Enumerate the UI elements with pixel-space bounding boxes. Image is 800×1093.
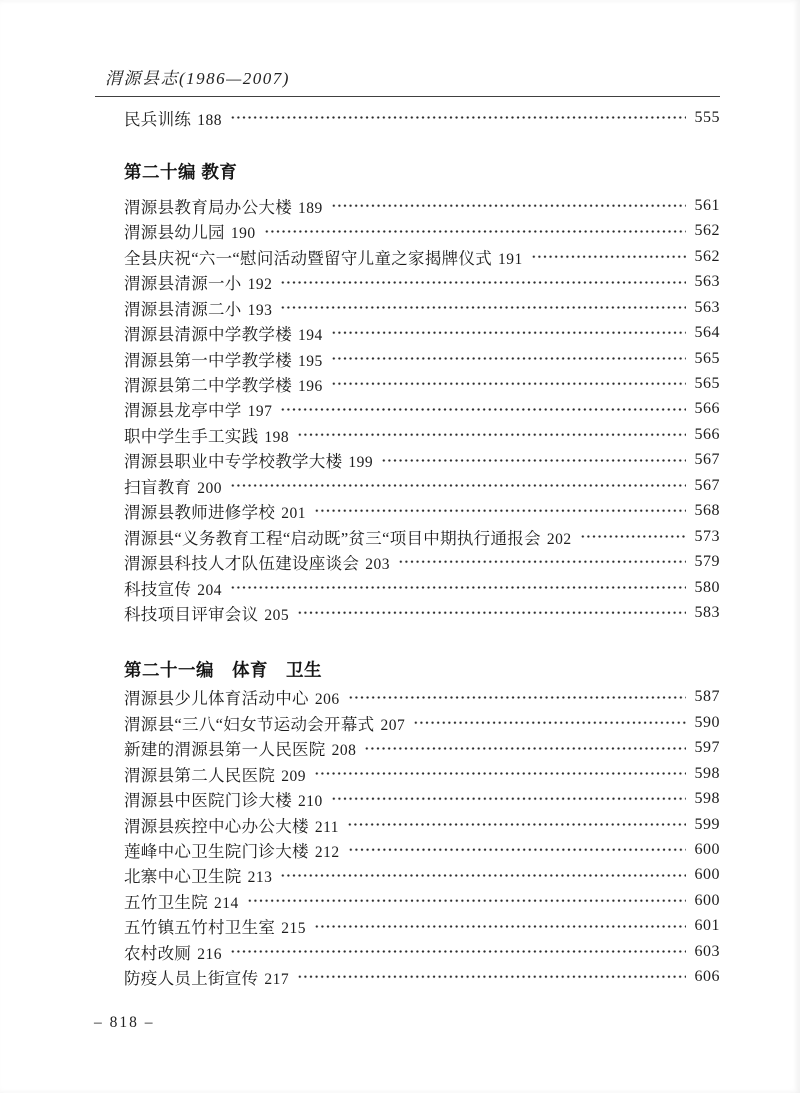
entry-title-text: 农村改厕: [124, 943, 192, 963]
toc-entry-row: [124, 498, 720, 523]
entry-title: [124, 321, 323, 345]
toc-entry-row: [124, 422, 720, 447]
toc-entry-row: [124, 736, 720, 761]
entry-title: [124, 787, 323, 811]
entry-title-text: 渭源县疾控中心办公大楼: [124, 816, 309, 836]
entry-page-number: 583: [694, 603, 720, 621]
entry-title: [124, 525, 572, 549]
toc-entry-row: [124, 219, 720, 244]
entry-title: [124, 889, 239, 913]
entry-title-text: 防疫人员上街宣传: [124, 969, 259, 989]
entry-page-number: 563: [694, 273, 720, 291]
entry-title-text: 渭源县龙亭中学: [124, 401, 242, 421]
toc-entry-row: [124, 549, 720, 574]
dot-leader: [531, 244, 686, 269]
entry-title-text: 五竹卫生院: [124, 892, 208, 912]
toc-entry-row: [124, 812, 720, 837]
entry-title-text: 职中学生手工实践: [124, 426, 259, 446]
entry-title: [124, 838, 340, 862]
entry-figure-number: 192: [247, 276, 273, 294]
entry-title-text: 渭源县“义务教育工程“启动既”贫三“项目中期执行通报会: [124, 528, 541, 548]
entry-title: [124, 397, 272, 421]
entry-figure-number: 203: [365, 556, 390, 574]
entry-page-number: 563: [694, 298, 720, 316]
entry-title-text: 科技宣传: [124, 579, 192, 599]
dot-leader: [314, 498, 686, 523]
entry-title-text: 渭源县第二人民医院: [124, 765, 276, 785]
entry-figure-number: 202: [546, 530, 572, 548]
entry-title: [124, 711, 405, 735]
dot-leader: [297, 600, 686, 625]
entry-title: [124, 448, 373, 472]
entry-title-text: 渭源县幼儿园: [124, 223, 225, 243]
entry-title: [124, 965, 289, 989]
entry-page-number: 555: [694, 108, 720, 126]
entry-figure-number: 190: [230, 225, 256, 243]
toc-entry-row: [124, 761, 720, 786]
dot-leader: [331, 786, 686, 811]
dot-leader: [331, 371, 686, 396]
toc-entry-row: [124, 371, 720, 396]
dot-leader: [264, 219, 686, 244]
entry-page-number: 564: [694, 324, 720, 342]
entry-figure-number: 197: [247, 403, 273, 421]
entry-page-number: 600: [694, 841, 720, 859]
entry-page-number: 573: [694, 527, 720, 545]
toc-entry-row: [124, 914, 720, 939]
entry-figure-number: 209: [281, 767, 306, 785]
dot-leader: [230, 575, 686, 600]
entry-page-number: 580: [694, 578, 720, 596]
dot-leader: [314, 914, 686, 939]
toc-entry-row: [124, 600, 720, 625]
entry-page-number: 568: [694, 502, 720, 520]
entry-title: [124, 423, 289, 447]
entry-title-text: 北寨中心卫生院: [124, 867, 242, 887]
toc-entries-sports-health: [124, 685, 720, 990]
toc-entry-row: [124, 448, 720, 473]
entry-page-number: 566: [694, 425, 720, 443]
entry-title-text: 扫盲教育: [124, 477, 192, 497]
entry-title: [124, 601, 289, 625]
entry-page-number: 598: [694, 764, 720, 782]
toc-entry-row: [124, 320, 720, 345]
entry-page-number: 561: [694, 196, 720, 214]
page-folio: – 818 –: [94, 1013, 155, 1031]
toc-entry-row: [124, 888, 720, 913]
entry-title-text: 渭源县第一中学教学楼: [124, 350, 292, 370]
dot-leader: [381, 448, 686, 473]
entry-page-number: 603: [694, 942, 720, 960]
toc-entry-row: [124, 397, 720, 422]
entry-title-text: 渭源县清源一小: [124, 274, 242, 294]
entry-figure-number: 208: [331, 742, 357, 760]
entry-figure-number: 199: [348, 454, 374, 472]
toc-entry-row: [124, 964, 720, 989]
dot-leader: [297, 422, 686, 447]
entry-figure-number: 193: [247, 301, 273, 319]
book-title: 渭源县志(1986—2007): [105, 69, 290, 88]
toc-entry-row: [124, 710, 720, 735]
entry-title: [124, 296, 272, 320]
entry-title: [124, 219, 256, 243]
entry-title-text: 新建的渭源县第一人民医院: [124, 740, 326, 760]
entry-page-number: 600: [694, 866, 720, 884]
entry-title-text: 民兵训练: [124, 109, 192, 129]
toc-entry-row: [124, 346, 720, 371]
entry-figure-number: 216: [197, 945, 222, 963]
dot-leader: [398, 549, 686, 574]
entry-page-number: 601: [694, 917, 720, 935]
dot-leader: [331, 320, 686, 345]
entry-page-number: 600: [694, 891, 720, 909]
entry-title: [124, 194, 323, 218]
entry-figure-number: 188: [197, 111, 222, 129]
dot-leader: [331, 346, 686, 371]
entry-title: [124, 550, 390, 574]
dot-leader: [580, 524, 686, 549]
entry-figure-number: 189: [298, 199, 323, 217]
dot-leader: [347, 812, 686, 837]
running-header: [95, 0, 720, 97]
entry-page-number: 597: [694, 739, 720, 757]
entry-figure-number: 215: [281, 920, 306, 938]
toc-entry-row: [124, 244, 720, 269]
toc-entries-education: [124, 193, 720, 625]
entry-title-text: 渭源县中医院门诊大楼: [124, 791, 292, 811]
entry-page-number: 599: [694, 815, 720, 833]
entry-title-text: 渭源县职业中专学校教学大楼: [124, 452, 343, 472]
entry-page-number: 562: [694, 247, 720, 265]
entry-page-number: 565: [694, 349, 720, 367]
entry-title-text: 渭源县科技人才队伍建设座谈会: [124, 554, 360, 574]
entry-page-number: 598: [694, 790, 720, 808]
entry-figure-number: 196: [298, 378, 323, 396]
entry-title: [124, 685, 340, 709]
entry-page-number: 565: [694, 375, 720, 393]
toc-entry-row: [124, 575, 720, 600]
toc-intro-entries: [124, 105, 720, 130]
entry-title-text: 科技项目评审会议: [124, 604, 259, 624]
dot-leader: [280, 863, 686, 888]
entry-figure-number: 211: [314, 818, 339, 836]
section-heading-sports-health: 第二十一编 体育 卫生: [124, 659, 322, 680]
toc-entry-row: [124, 685, 720, 710]
entry-title: [124, 106, 222, 130]
dot-leader: [348, 837, 686, 862]
dot-leader: [364, 736, 686, 761]
entry-page-number: 579: [694, 553, 720, 571]
entry-page-number: 590: [694, 713, 720, 731]
entry-title: [124, 813, 339, 837]
dot-leader: [348, 685, 686, 710]
entry-title-text: 渭源县教育局办公大楼: [124, 197, 292, 217]
dot-leader: [297, 964, 686, 989]
entry-page-number: 587: [694, 688, 720, 706]
entry-title: [124, 762, 306, 786]
entry-title-text: 渭源县少儿体育活动中心: [124, 689, 309, 709]
entry-title: [124, 474, 222, 498]
entry-title: [124, 499, 306, 523]
toc-entry-row: [124, 295, 720, 320]
dot-leader: [331, 193, 686, 218]
dot-leader: [314, 761, 686, 786]
toc-entry-row: [124, 786, 720, 811]
entry-figure-number: 205: [264, 606, 290, 624]
toc-content: [124, 105, 720, 990]
entry-figure-number: 214: [214, 894, 239, 912]
entry-title: [124, 347, 323, 371]
entry-figure-number: 204: [197, 581, 222, 599]
entry-page-number: 606: [694, 968, 720, 986]
dot-leader: [230, 939, 686, 964]
toc-entry-row: [124, 105, 720, 130]
entry-title: [124, 576, 222, 600]
toc-entry-row: [124, 270, 720, 295]
entry-figure-number: 213: [247, 869, 273, 887]
entry-title: [124, 736, 356, 760]
entry-title: [124, 914, 306, 938]
dot-leader: [280, 397, 686, 422]
entry-figure-number: 212: [314, 844, 340, 862]
dot-leader: [280, 295, 686, 320]
dot-leader: [413, 710, 686, 735]
entry-title-text: 渭源县教师进修学校: [124, 503, 276, 523]
entry-figure-number: 201: [281, 505, 306, 523]
entry-page-number: 567: [694, 476, 720, 494]
toc-entry-row: [124, 524, 720, 549]
entry-page-number: 562: [694, 222, 720, 240]
entry-title-text: 渭源县“三八“妇女节运动会开幕式: [124, 714, 375, 734]
entry-title-text: 渭源县第二中学教学楼: [124, 376, 292, 396]
entry-title-text: 渭源县清源二小: [124, 299, 242, 319]
entry-figure-number: 206: [314, 691, 340, 709]
entry-title-text: 莲峰中心卫生院门诊大楼: [124, 842, 309, 862]
toc-entry-row: [124, 193, 720, 218]
entry-title-text: 全县庆祝“六一“慰问活动暨留守儿童之家揭牌仪式: [124, 248, 493, 268]
entry-figure-number: 198: [264, 428, 290, 446]
dot-leader: [230, 473, 686, 498]
entry-title: [124, 940, 222, 964]
toc-entry-row: [124, 837, 720, 862]
entry-title: [124, 372, 323, 396]
entry-figure-number: 194: [298, 327, 323, 345]
toc-entry-row: [124, 863, 720, 888]
section-heading-education: 第二十编 教育: [124, 161, 238, 182]
entry-title: [124, 270, 272, 294]
dot-leader: [230, 105, 686, 130]
entry-page-number: 566: [694, 400, 720, 418]
entry-figure-number: 195: [298, 352, 323, 370]
entry-figure-number: 191: [498, 250, 523, 268]
dot-leader: [247, 888, 686, 913]
entry-title-text: 五竹镇五竹村卫生室: [124, 918, 276, 938]
entry-figure-number: 217: [264, 971, 290, 989]
entry-figure-number: 210: [298, 793, 323, 811]
entry-figure-number: 200: [197, 479, 222, 497]
entry-page-number: 567: [694, 451, 720, 469]
entry-title-text: 渭源县清源中学教学楼: [124, 325, 292, 345]
entry-title: [124, 245, 523, 269]
dot-leader: [280, 270, 686, 295]
entry-figure-number: 207: [380, 716, 406, 734]
entry-title: [124, 863, 272, 887]
toc-entry-row: [124, 939, 720, 964]
toc-entry-row: [124, 473, 720, 498]
